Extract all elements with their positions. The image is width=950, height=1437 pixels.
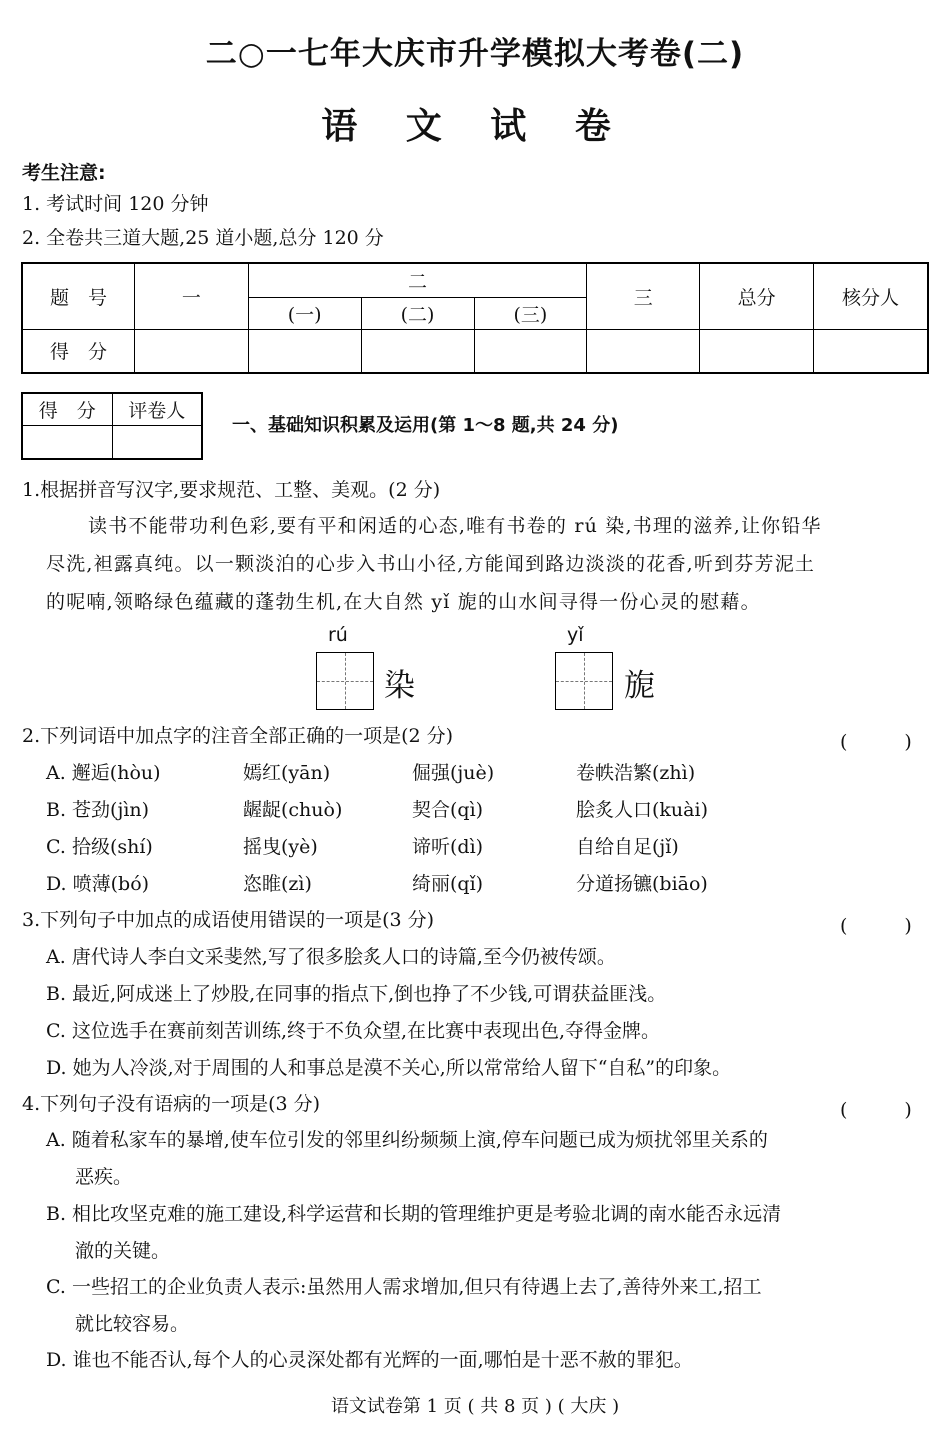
grader-name-cell (112, 425, 202, 459)
score-cell (474, 329, 587, 373)
grader-table (21, 392, 203, 460)
q4-option-b-line-1: B. 相比攻坚克难的施工建设,科学运营和长期的管理维护更是考验北调的南水能否永远清 (46, 1203, 782, 1225)
score-cell (587, 329, 700, 373)
section-1-title: 一、基础知识积累及运用(第 1～8 题,共 24 分) (232, 415, 619, 436)
q1-answer-box-2[interactable] (555, 652, 613, 710)
q2-row-b-3: 契合(qì) (412, 799, 484, 821)
q2-row-b-4: 脍炙人口(kuài) (576, 799, 708, 821)
score-table-subcol-3: (三) (474, 297, 587, 329)
score-cell (700, 329, 814, 373)
score-table-col-two: 二 (248, 263, 587, 297)
score-cell (814, 329, 928, 373)
q1-stem: 1.根据拼音写汉字,要求规范、工整、美观。(2 分) (22, 479, 441, 501)
q1-box1-pinyin: rú (328, 624, 348, 646)
q4-option-a-line-2: 恶疾。 (75, 1166, 133, 1188)
score-table-subcol-2: (二) (361, 297, 474, 329)
grader-score-cell (22, 425, 112, 459)
q1-box2-char: 旎 (624, 668, 655, 704)
q2-answer-blank[interactable]: ( ) (840, 731, 912, 753)
q4-option-b-line-2: 澈的关键。 (75, 1240, 171, 1262)
q3-option-d: D. 她为人冷淡,对于周围的人和事总是漠不关心,所以常常给人留下“自私”的印象。 (46, 1057, 732, 1079)
score-table-row-label: 得 分 (22, 329, 134, 373)
q2-row-c-1: C. 拾级(shí) (46, 836, 153, 858)
score-table-col-one: 一 (134, 263, 248, 329)
q3-stem: 3.下列句子中加点的成语使用错误的一项是(3 分) (22, 909, 435, 931)
q1-answer-box-1[interactable] (316, 652, 374, 710)
score-table-col-checker: 核分人 (814, 263, 928, 329)
q2-row-d-2: 恣睢(zì) (243, 873, 312, 895)
q4-answer-blank[interactable]: ( ) (840, 1099, 912, 1121)
q2-row-a-3: 倔强(juè) (412, 762, 495, 784)
q1-passage-line-1: 读书不能带功利色彩,要有平和闲适的心态,唯有书卷的 rú 染,书理的滋养,让你铅华 (88, 515, 822, 537)
q1-box1-char: 染 (384, 668, 415, 704)
subject-title: 语 文 试 卷 (321, 106, 629, 147)
exam-title: 二○一七年大庆市升学模拟大考卷(二) (205, 36, 745, 72)
score-cell (361, 329, 474, 373)
q2-row-b-2: 龌龊(chuò) (243, 799, 343, 821)
q1-box2-pinyin: yǐ (567, 624, 584, 646)
q1-passage-line-3: 的呢喃,领略绿色蕴藏的蓬勃生机,在大自然 yǐ 旎的山水间寻得一份心灵的慰藉。 (46, 591, 761, 613)
score-table (21, 262, 929, 374)
q1-passage-line-2: 尽洗,袒露真纯。以一颗淡泊的心步入书山小径,方能闻到路边淡淡的花香,听到芬芳泥土 (46, 553, 816, 575)
q2-stem: 2.下列词语中加点字的注音全部正确的一项是(2 分) (22, 725, 454, 747)
score-cell (248, 329, 361, 373)
q3-option-b: B. 最近,阿成迷上了炒股,在同事的指点下,倒也挣了不少钱,可谓获益匪浅。 (46, 983, 667, 1005)
notice-item-1: 1. 考试时间 120 分钟 (22, 193, 209, 215)
q3-option-a: A. 唐代诗人李白文采斐然,写了很多脍炙人口的诗篇,至今仍被传颂。 (46, 946, 616, 968)
page-footer: 语文试卷第 1 页 ( 共 8 页 ) ( 大庆 ) (330, 1396, 620, 1417)
q2-row-c-3: 谛听(dì) (412, 836, 484, 858)
q4-option-c-line-1: C. 一些招工的企业负责人表示:虽然用人需求增加,但只有待遇上去了,善待外来工,招工 (46, 1276, 762, 1298)
score-table-subcol-1: (一) (248, 297, 361, 329)
q2-row-c-4: 自给自足(jǐ) (576, 836, 679, 858)
q2-row-d-3: 绮丽(qǐ) (412, 873, 484, 895)
q3-answer-blank[interactable]: ( ) (840, 915, 912, 937)
score-table-col-three: 三 (587, 263, 700, 329)
grader-name-label: 评卷人 (112, 393, 202, 425)
q2-row-a-1: A. 邂逅(hòu) (46, 762, 161, 784)
notice-item-2: 2. 全卷共三道大题,25 道小题,总分 120 分 (22, 227, 384, 249)
q2-row-a-2: 嫣红(yān) (243, 762, 331, 784)
grader-score-label: 得 分 (22, 393, 112, 425)
q4-option-a-line-1: A. 随着私家车的暴增,使车位引发的邻里纠纷频频上演,停车问题已成为烦扰邻里关系的 (46, 1129, 768, 1151)
notice-heading: 考生注意: (22, 162, 106, 184)
q2-row-c-2: 摇曳(yè) (243, 836, 318, 858)
score-table-header-label: 题 号 (22, 263, 134, 329)
q2-row-d-1: D. 喷薄(bó) (46, 873, 150, 895)
q2-row-b-1: B. 苍劲(jìn) (46, 799, 150, 821)
q4-option-d: D. 谁也不能否认,每个人的心灵深处都有光辉的一面,哪怕是十恶不赦的罪犯。 (46, 1349, 693, 1371)
score-table-col-total: 总分 (700, 263, 814, 329)
q4-option-c-line-2: 就比较容易。 (75, 1313, 190, 1335)
q2-row-a-4: 卷帙浩繁(zhì) (576, 762, 696, 784)
q2-row-d-4: 分道扬镳(biāo) (576, 873, 708, 895)
score-cell (134, 329, 248, 373)
q3-option-c: C. 这位选手在赛前刻苦训练,终于不负众望,在比赛中表现出色,夺得金牌。 (46, 1020, 661, 1042)
q4-stem: 4.下列句子没有语病的一项是(3 分) (22, 1093, 321, 1115)
